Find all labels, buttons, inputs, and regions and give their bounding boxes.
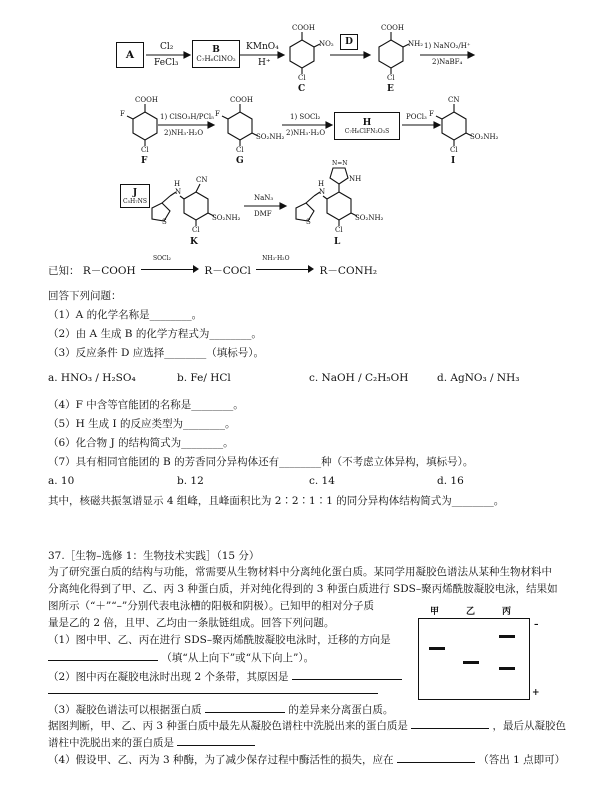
l-cl-label: Cl (335, 226, 343, 234)
answer-blank[interactable] (411, 718, 489, 729)
known-reaction (48, 255, 378, 278)
question-6: （6）化合物 J 的结构简式为________。 (48, 437, 234, 449)
band-bing-upper (499, 635, 515, 638)
known-arrow2 (254, 255, 316, 274)
q37-sub4-text: （4）假设甲、乙、丙为 3 种酶，为了减少保存过程中酶活性的损失，应在 (48, 754, 394, 766)
gel-cathode-sign: – (534, 620, 539, 630)
step7-solvent: DMF (254, 210, 272, 218)
g-cl-label: Cl (236, 146, 244, 154)
q37-sub3-text4: ，最后从凝胶色 (492, 720, 567, 732)
q3-option-b: b. Fe/ HCl (177, 372, 231, 384)
c-cooh-label: COOH (292, 24, 315, 32)
q37-sub3-text3: 据图判断，甲、乙、丙 3 种蛋白质中最先从凝胶色谱柱中洗脱出来的蛋白质是 (48, 720, 408, 732)
known-r2: R－COCl (204, 265, 251, 277)
known-arrow1 (139, 255, 201, 274)
f-f-label: F (120, 110, 125, 118)
k-cl-label: Cl (192, 226, 200, 234)
e-cl-label: Cl (387, 74, 395, 82)
gel-label-bing: 丙 (502, 607, 512, 617)
compound-l-name: L (334, 237, 341, 247)
q7-option-d: d. 16 (437, 475, 464, 487)
q3-option-d: d. AgNO₃ / NH₃ (437, 372, 520, 384)
q37-sub3-text5: 谱柱中洗脱出来的蛋白质是 (48, 737, 174, 749)
q3-option-a: a. HNO₃ / H₂SO₄ (48, 372, 136, 384)
q37-para-line3: 图所示（“＋”“–”分别代表电泳槽的阳极和阴极）。已知甲的相对分子质 (48, 600, 374, 612)
condition-d-box (340, 34, 358, 50)
q37-sub3-text2: 的差异来分离蛋白质。 (288, 704, 394, 716)
f-cooh-label: COOH (135, 96, 158, 104)
step1-catalyst: FeCl₃ (154, 58, 179, 68)
band-jia (429, 647, 445, 650)
q37-title: 37.［生物–选修 1：生物技术实践］（15 分） (48, 550, 260, 562)
l-tetrazole-label: N=N (332, 160, 348, 167)
band-bing-lower (499, 667, 515, 670)
known-arrow1-reagent: SOCl₂ (153, 255, 171, 262)
q37-sub1-line2 (48, 650, 314, 665)
l-nh-label: NH (349, 175, 362, 183)
step4-reagent2: 2)NH₃·H₂O (164, 129, 204, 137)
gel-figure (414, 604, 544, 700)
question-5: （5）H 生成 I 的反应类型为________。 (48, 418, 236, 430)
q37-sub1-line1: （1）图中甲、乙、丙在进行 SDS–聚丙烯酰胺凝胶电泳时，迁移的方向是 (48, 634, 391, 646)
answer-blank[interactable] (397, 752, 475, 763)
i-f-label: F (429, 110, 434, 118)
step6-reagent: POCl₃ (406, 113, 427, 121)
compound-g-name: G (236, 156, 244, 166)
q7-option-a: a. 10 (48, 475, 75, 487)
compound-b-label: B (212, 45, 220, 55)
q37-sub4-hint: （答出 1 点即可） (478, 754, 566, 766)
gel-frame (418, 618, 530, 700)
band-yi (463, 661, 479, 664)
i-cn-label: CN (448, 96, 460, 104)
compound-j-formula: C₅H₇NS (123, 197, 147, 205)
compound-c-name: C (298, 84, 306, 94)
q37-sub3-line3 (48, 735, 255, 750)
step2-acid: H⁺ (258, 58, 271, 68)
c-no2-label: NO₂ (319, 40, 334, 48)
question-1: （1）A 的化学名称是________。 (48, 309, 203, 321)
k-h-label: H (174, 180, 181, 188)
e-nh2-label: NH₂ (408, 40, 424, 48)
g-so2nh2-label: SO₂NH₂ (256, 133, 285, 141)
answer-blank[interactable] (205, 702, 285, 713)
answer-blank[interactable] (48, 650, 158, 661)
q37-sub3-text: （3）凝胶色谱法可以根据蛋白质 (48, 704, 202, 716)
question-4: （4）F 中含等官能团的名称是________。 (48, 399, 244, 411)
step7-reagent: NaN₃ (254, 194, 274, 202)
step2-reagent: KMnO₄ (246, 42, 279, 52)
compound-i-name: I (451, 156, 456, 166)
q37-sub3 (48, 702, 393, 717)
k-so2nh2-label: SO₂NH₂ (212, 214, 241, 222)
compound-j-box (120, 184, 150, 208)
known-r3: R－CONH₂ (319, 265, 378, 277)
known-prefix: 已知： (48, 265, 80, 277)
c-cl-label: Cl (298, 74, 306, 82)
compound-h-label: H (362, 117, 372, 128)
k-cn-label: CN (196, 176, 208, 184)
q37-para-line1: 为了研究蛋白质的结构与功能，常需要从生物材料中分离纯化蛋白质。某同学用凝胶色谱法从某种生物材料中 (48, 566, 552, 578)
compound-h-box (334, 112, 400, 140)
g-f-label: F (215, 110, 220, 118)
q37-sub2-continued (48, 683, 378, 698)
compound-k-name: K (190, 237, 198, 247)
q37-sub2-text: （2）图中丙在凝胶电泳时出现 2 个条带，其原因是 (48, 671, 289, 683)
f-cl-label: Cl (141, 146, 149, 154)
answer-blank[interactable] (48, 683, 378, 694)
q7-option-c: c. 14 (309, 475, 335, 487)
step3-reagent: 1) NaNO₂/H⁺ (424, 42, 471, 50)
q37-para-line4: 量是乙的 2 倍，且甲、乙均由一条肽链组成。回答下列问题。 (48, 617, 335, 629)
question-7: （7）具有相同官能团的 B 的芳香同分异构体还有________种（不考虑立体异构，填标号）。 (48, 456, 474, 468)
question-7-tail: 其中，核磁共振氢谱显示 4 组峰，且峰面积比为 2∶2∶1∶1 的同分异构体结构简式为________。 (48, 495, 505, 507)
step4-reagent: 1) ClSO₃H/PCl₅ (160, 113, 214, 121)
e-cooh-label: COOH (381, 24, 404, 32)
q3-option-c: c. NaOH / C₂H₅OH (309, 372, 409, 384)
g-cooh-label: COOH (230, 96, 253, 104)
q37-para-line2: 分离纯化得到了甲、乙、丙 3 种蛋白质，并对纯化得到的 3 种蛋白质进行 SDS–聚丙烯酰胺凝胶电泳，结果如 (48, 583, 558, 595)
answer-blank[interactable] (292, 669, 402, 680)
condition-d-label: D (345, 37, 353, 47)
step5-reagent: 1) SOCl₂ (290, 113, 321, 121)
step1-reagent: Cl₂ (160, 42, 174, 52)
l-n-label: N (319, 188, 326, 196)
question-3: （3）反应条件 D 应选择________（填标号）。 (48, 347, 265, 359)
compound-e-name: E (387, 84, 394, 94)
i-cl-label: Cl (450, 146, 458, 154)
gel-label-yi: 乙 (466, 607, 476, 617)
q7-option-b: b. 12 (177, 475, 204, 487)
k-n-label: N (175, 188, 182, 196)
k-s-label: S (162, 218, 167, 226)
compound-b-box (192, 40, 240, 68)
l-h-label: H (318, 180, 325, 188)
gel-anode-sign: + (532, 688, 540, 698)
answer-blank[interactable] (177, 735, 255, 746)
known-r1: R－COOH (82, 265, 136, 277)
q37-sub3-line2 (48, 718, 566, 733)
l-s-label: S (306, 218, 311, 226)
compound-h-formula: C₇H₆ClFN₂O₃S (344, 127, 390, 135)
q37-sub4 (48, 752, 565, 767)
compound-a-box (116, 42, 144, 68)
compound-a-label: A (125, 49, 135, 61)
step5-reagent2: 2)NH₃·H₂O (286, 129, 326, 137)
l-so2nh2-label: SO₂NH₂ (355, 214, 384, 222)
q37-sub1-hint: （填“从上向下”或“从下向上”）。 (161, 652, 315, 664)
i-so2nh2-label: SO₂NH₂ (470, 133, 499, 141)
step3-reagent2: 2)NaBF₄ (432, 58, 463, 66)
compound-j-label: J (132, 187, 138, 198)
compound-f-name: F (141, 156, 148, 166)
q37-sub2 (48, 669, 402, 684)
known-arrow2-reagent: NH₃·H₂O (262, 255, 290, 262)
questions-intro: 回答下列问题： (48, 290, 122, 302)
question-2: （2）由 A 生成 B 的化学方程式为________。 (48, 328, 262, 340)
gel-label-jia: 甲 (430, 607, 440, 617)
compound-b-formula: C₇H₆ClNO₂ (196, 55, 236, 63)
